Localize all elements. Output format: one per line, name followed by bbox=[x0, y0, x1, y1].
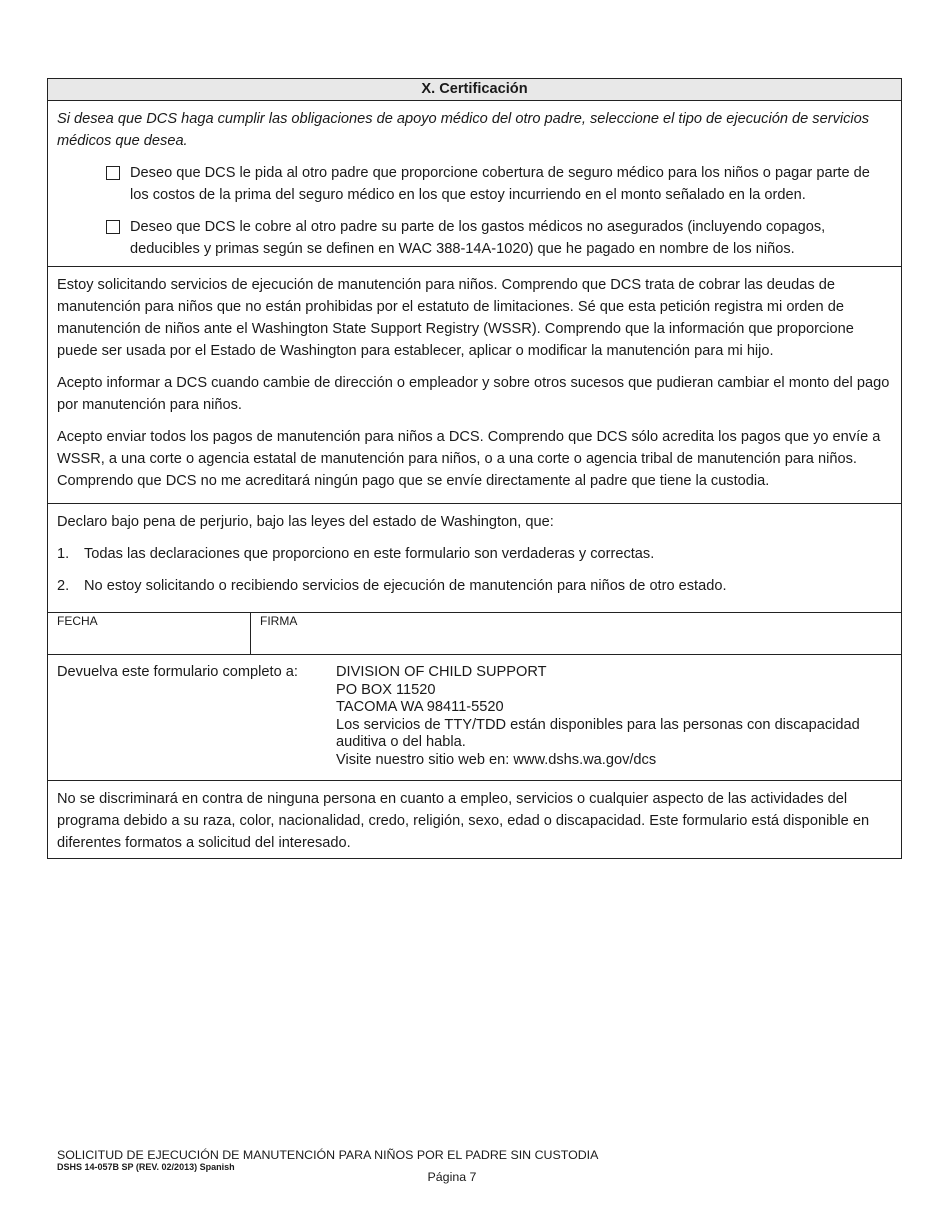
agreement-section bbox=[48, 267, 901, 504]
page-footer bbox=[57, 1148, 857, 1184]
checkbox-health-coverage[interactable] bbox=[106, 166, 120, 180]
return-label: Devuelva este formulario completo a: bbox=[57, 664, 298, 680]
page-number: Página 7 bbox=[427, 1170, 477, 1184]
declaration-item bbox=[57, 575, 891, 597]
agreement-paragraph: Acepto informar a DCS cuando cambie de dirección o empleador y sobre otros sucesos que pudieran cambiar el monto del pago por manutención para niños. bbox=[57, 375, 890, 413]
website-line: Visite nuestro sitio web en: www.dshs.wa.gov/dcs bbox=[336, 751, 657, 768]
medical-support-intro: Si desea que DCS haga cumplir las obligaciones de apoyo médico del otro padre, seleccione el tipo de ejecución de servicios médicos que desea. bbox=[57, 111, 870, 149]
signature-label: FIRMA bbox=[260, 614, 298, 628]
medical-support-section bbox=[48, 101, 901, 267]
declaration-item-text: Todas las declaraciones que proporciono en este formulario son verdaderas y correctas. bbox=[84, 546, 655, 562]
tty-notice: Los servicios de TTY/TDD están disponibles para las personas con discapacidad auditiva o del habla. bbox=[336, 716, 860, 751]
declaration-item-number: 2. bbox=[57, 578, 70, 594]
declaration-item-number: 1. bbox=[57, 546, 70, 562]
checkbox-uninsured-expenses[interactable] bbox=[106, 220, 120, 234]
date-field[interactable] bbox=[48, 613, 251, 654]
date-label: FECHA bbox=[57, 614, 98, 628]
option-health-coverage-label: Deseo que DCS le pida al otro padre que proporcione cobertura de seguro médico para los niños o pagar parte de los costos de la prima del seguro médico en los que estoy incurriendo en el monto señalado en la orden. bbox=[130, 165, 870, 203]
signature-field[interactable] bbox=[251, 613, 901, 654]
address-line: DIVISION OF CHILD SUPPORT bbox=[336, 664, 547, 680]
declaration-item-text: No estoy solicitando o recibiendo servicios de ejecución de manutención para niños de otro estado. bbox=[84, 578, 727, 594]
certification-form bbox=[47, 78, 902, 859]
return-address bbox=[336, 664, 893, 770]
agreement-paragraph: Estoy solicitando servicios de ejecución de manutención para niños. Comprendo que DCS trata de cobrar las deudas de manutención para niños que no están prohibidas por el estatuto de limitaciones. Sé que esta petición registra mi orden de manutención de niños ante el Washington State Support Registry (WSSR). Comprendo que la información que proporcione puede ser usada por el Estado de Washington para establecer, aplicar o modificar la manutención para mi hijo. bbox=[57, 277, 854, 359]
signature-row bbox=[48, 613, 901, 655]
option-health-coverage[interactable] bbox=[106, 162, 891, 206]
option-uninsured-expenses-label: Deseo que DCS le cobre al otro padre su parte de los gastos médicos no asegurados (incluyendo copagos, deducibles y primas según se definen en WAC 388-14A-1020) que he pagado en nombre de los niños. bbox=[130, 219, 826, 257]
option-uninsured-expenses[interactable] bbox=[106, 216, 891, 260]
form-title: SOLICITUD DE EJECUCIÓN DE MANUTENCIÓN PARA NIÑOS POR EL PADRE SIN CUSTODIA bbox=[57, 1148, 599, 1162]
declaration-item bbox=[57, 543, 891, 565]
agreement-paragraph: Acepto enviar todos los pagos de manutención para niños a DCS. Comprendo que DCS sólo acredita los pagos que yo envíe a WSSR, a una corte o agencia estatal de manutención para niños, o a una corte o agencia tribal de manutención para niños. Comprendo que DCS no me acreditará ningún pago que se envíe directamente al padre que tiene la custodia. bbox=[57, 429, 881, 489]
nondiscrimination-text: No se discriminará en contra de ninguna persona en cuanto a empleo, servicios o cualquier aspecto de las actividades del programa debido a su raza, color, nacionalidad, credo, religión, sexo, edad o discapacidad. Este formulario está disponible en diferentes formatos a solicitud del interesado. bbox=[57, 790, 870, 851]
declaration-intro: Declaro bajo pena de perjurio, bajo las leyes del estado de Washington, que: bbox=[57, 514, 554, 530]
declaration-section bbox=[48, 504, 901, 613]
address-line: TACOMA WA 98411-5520 bbox=[336, 699, 504, 716]
return-address-section bbox=[48, 655, 901, 781]
nondiscrimination-section bbox=[48, 781, 901, 858]
address-line: PO BOX 11520 bbox=[336, 681, 436, 698]
form-code: DSHS 14-057B SP (REV. 02/2013) Spanish bbox=[57, 1162, 235, 1172]
section-title: X. Certificación bbox=[48, 79, 901, 101]
